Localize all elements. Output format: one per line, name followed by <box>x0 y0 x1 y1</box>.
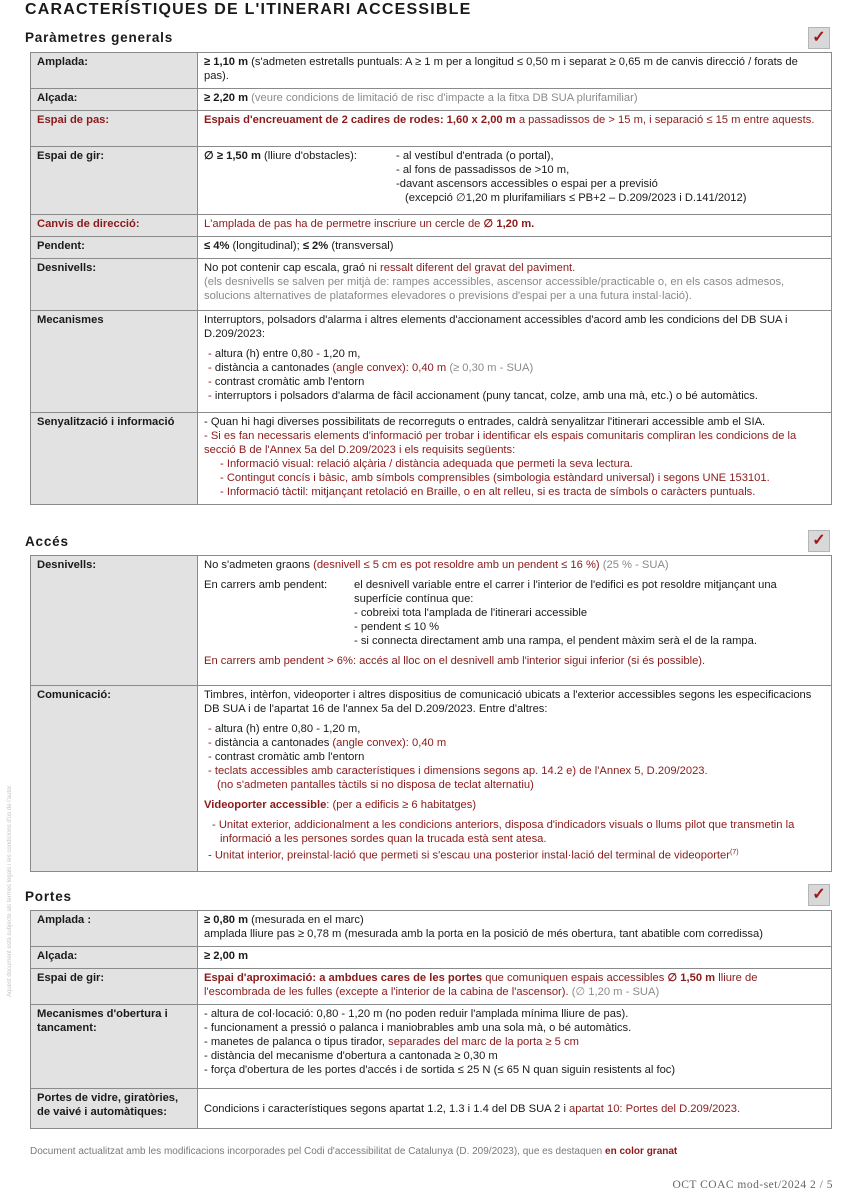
row-label: Portes de vidre, giratòries, de vaivé i automàtiques: <box>31 1089 198 1129</box>
row-value: ≥ 2,00 m <box>198 947 832 969</box>
table-row <box>31 1089 832 1129</box>
table-row <box>31 215 832 237</box>
table-row <box>31 89 832 111</box>
row-value: ≥ 0,80 m (mesurada en el marc) amplada lliure pas ≥ 0,78 m (mesurada amb la porta en la posició de més obertura, tant abatible com corredissa) <box>198 911 832 947</box>
row-label: Amplada: <box>31 53 198 89</box>
table-row <box>31 53 832 89</box>
acces-table <box>30 555 832 872</box>
table-row <box>31 237 832 259</box>
row-value: No s'admeten graons (desnivell ≤ 5 cm es pot resoldre amb un pendent ≤ 16 %) (25 % - SUA) En carrers amb pendent: el desnivell variable entre el carrer i l'interior de l'edifici es pot resoldre mitjançant una superfície contínua que: - cobreixi tota l'amplada de l'itinerari accessible - pendent ≤ 10 % - si connecta directament amb una rampa, el pendent màxim serà el de la rampa. En carrers amb pendent > 6%: accés al lloc on el desnivell amb l'interior sigui inferior (si és possible). <box>198 556 832 686</box>
row-value: Timbres, intèrfon, videoporter i altres dispositius de comunicació ubicats a l'exterior accessibles segons les especificacions DB SUA i de l'apartat 16 de l'annex 5a del D.209/2023. Entre d'altres: - altura (h) entre 0,80 - 1,20 m, - distància a cantonades (angle convex): 0,40 m - contrast cromàtic amb l'entorn - teclats accessibles amb característiques i dimensions segons ap. 14.2 e) de l'Annex 5, D.209/2023. (no s'admeten pantalles tàctils si no disposa de teclat alternatiu) Videoporter accessible: (per a edificis ≥ 6 habitatges) - Unitat exterior, addicionalment a les condicions anteriors, disposa d'indicadors visuals o llums pilot que transmetin la informació a les persones sordes quan la trucada està sent atesa. - Unitat interior, preinstal·lació que permeti si s'escau una posterior instal·lació del terminal de videoporter$^{(7)}$ <box>198 686 832 872</box>
row-label: Desnivells: <box>31 556 198 686</box>
row-label: Comunicació: <box>31 686 198 872</box>
generals-table <box>30 52 832 505</box>
row-label: Mecanismes <box>31 311 198 413</box>
table-row <box>31 311 832 413</box>
row-label: Espai de gir: <box>31 969 198 1005</box>
table-row <box>31 1005 832 1089</box>
row-value: No pot contenir cap escala, graó ni ressalt diferent del gravat del paviment. (els desnivells se salven per mitjà de: rampes accessibles, ascensor accessible/practicable o, en els casos admesos, solucions alternatives de plataformes elevadores o previsions d'espai per a una futura instal·lació). <box>198 259 832 311</box>
row-label: Espai de gir: <box>31 147 198 215</box>
row-value: - Quan hi hagi diverses possibilitats de recorreguts o entrades, caldrà senyalitzar l'itinerari accessible amb el SIA. - Si es fan necessaris elements d'informació per trobar i identificar els espais comunitaris compliran les condicions de la secció B de l'Annex 5a del D.209/2023 i els requisits següents: - Informació visual: relació alçària / distància adequada que permeti la seva lectura. - Contingut concís i bàsic, amb símbols comprensibles (simbologia estàndard universal) i segons UNE 153101. - Informació tàctil: mitjançant retolació en Braille, o en alt relleu, si es tracta de símbols o caràcters puntuals. <box>198 413 832 505</box>
page-title: CARACTERÍSTIQUES DE L'ITINERARI ACCESSIBLE <box>25 1 472 18</box>
section-title-generals: Paràmetres generals <box>25 30 174 45</box>
table-row <box>31 686 832 872</box>
row-value: ∅ ≥ 1,50 m (lliure d'obstacles): - al vestíbul d'entrada (o portal), - al fons de passadissos de >10 m, -davant ascensors accessibles o espai per a previsió (excepció ∅1,20 m plurifamiliars ≤ PB+2 – D.209/2023 i D.141/2012) <box>198 147 832 215</box>
row-value: Condicions i característiques segons apartat 1.2, 1.3 i 1.4 del DB SUA 2 i apartat 10: Portes del D.209/2023. <box>198 1089 832 1129</box>
footer-note: Document actualitzat amb les modificacions incorporades pel Codi d'accessibilitat de Catalunya (D. 209/2023), que es destaquen en color granat <box>30 1146 678 1157</box>
check-icon[interactable]: ✓ <box>808 530 830 552</box>
row-label: Senyalització i informació <box>31 413 198 505</box>
row-value: - altura de col·locació: 0,80 - 1,20 m (no poden reduir l'amplada mínima lliure de pas). - funcionament a pressió o palanca i maniobrables amb una sola mà, o bé automàtics. - manetes de palanca o tipus tirador, separades del marc de la porta ≥ 5 cm - distància del mecanisme d'obertura a cantonada ≥ 0,30 m - força d'obertura de les portes d'accés i de sortida ≤ 25 N (≤ 65 N quan siguin resistents al foc) <box>198 1005 832 1089</box>
table-row <box>31 947 832 969</box>
sidebar-legal-text: Aquest document està subjecte als termes legals i les condicions d'ús de l'autor <box>7 785 13 997</box>
row-value: L'amplada de pas ha de permetre inscriure un cercle de ∅ 1,20 m. <box>198 215 832 237</box>
table-row <box>31 911 832 947</box>
check-icon[interactable]: ✓ <box>808 884 830 906</box>
row-label: Pendent: <box>31 237 198 259</box>
row-value: Espais d'encreuament de 2 cadires de rodes: 1,60 x 2,00 m a passadissos de > 15 m, i separació ≤ 15 m entre aquests. <box>198 111 832 147</box>
row-label: Mecanismes d'obertura i tancament: <box>31 1005 198 1089</box>
row-label: Alçada: <box>31 947 198 969</box>
row-label: Canvis de direcció: <box>31 215 198 237</box>
row-value: ≥ 1,10 m (s'admeten estretalls puntuals: A ≥ 1 m per a longitud ≤ 0,50 m i separat ≥ 0,65 m de canvis direcció / forats de pas). <box>198 53 832 89</box>
table-row <box>31 413 832 505</box>
table-row <box>31 111 832 147</box>
table-row <box>31 147 832 215</box>
row-value: Espai d'aproximació: a ambdues cares de les portes que comuniquen espais accessibles ∅ 1,50 m lliure de l'escombrada de les fulles (excepte a l'interior de la cabina de l'ascensor). (∅ 1,20 m - SUA) <box>198 969 832 1005</box>
table-row <box>31 259 832 311</box>
table-row <box>31 556 832 686</box>
row-value: ≥ 2,20 m (veure condicions de limitació de risc d'impacte a la fitxa DB SUA plurifamiliar) <box>198 89 832 111</box>
check-icon[interactable]: ✓ <box>808 27 830 49</box>
row-value: ≤ 4% (longitudinal); ≤ 2% (transversal) <box>198 237 832 259</box>
row-label: Espai de pas: <box>31 111 198 147</box>
row-value: Interruptors, polsadors d'alarma i altres elements d'accionament accessibles d'acord amb les condicions del DB SUA i D.209/2023: - altura (h) entre 0,80 - 1,20 m, - distància a cantonades (angle convex): 0,40 m (≥ 0,30 m - SUA) - contrast cromàtic amb l'entorn - interruptors i polsadors d'alarma de fàcil accionament (puny tancat, colze, amb una mà, etc.) o bé automàtics. <box>198 311 832 413</box>
row-label: Desnivells: <box>31 259 198 311</box>
section-title-portes: Portes <box>25 889 72 904</box>
portes-table <box>30 910 832 1129</box>
table-row <box>31 969 832 1005</box>
section-title-acces: Accés <box>25 534 69 549</box>
row-label: Alçada: <box>31 89 198 111</box>
page-number: OCT COAC mod-set/2024 2 / 5 <box>672 1179 833 1191</box>
row-label: Amplada : <box>31 911 198 947</box>
